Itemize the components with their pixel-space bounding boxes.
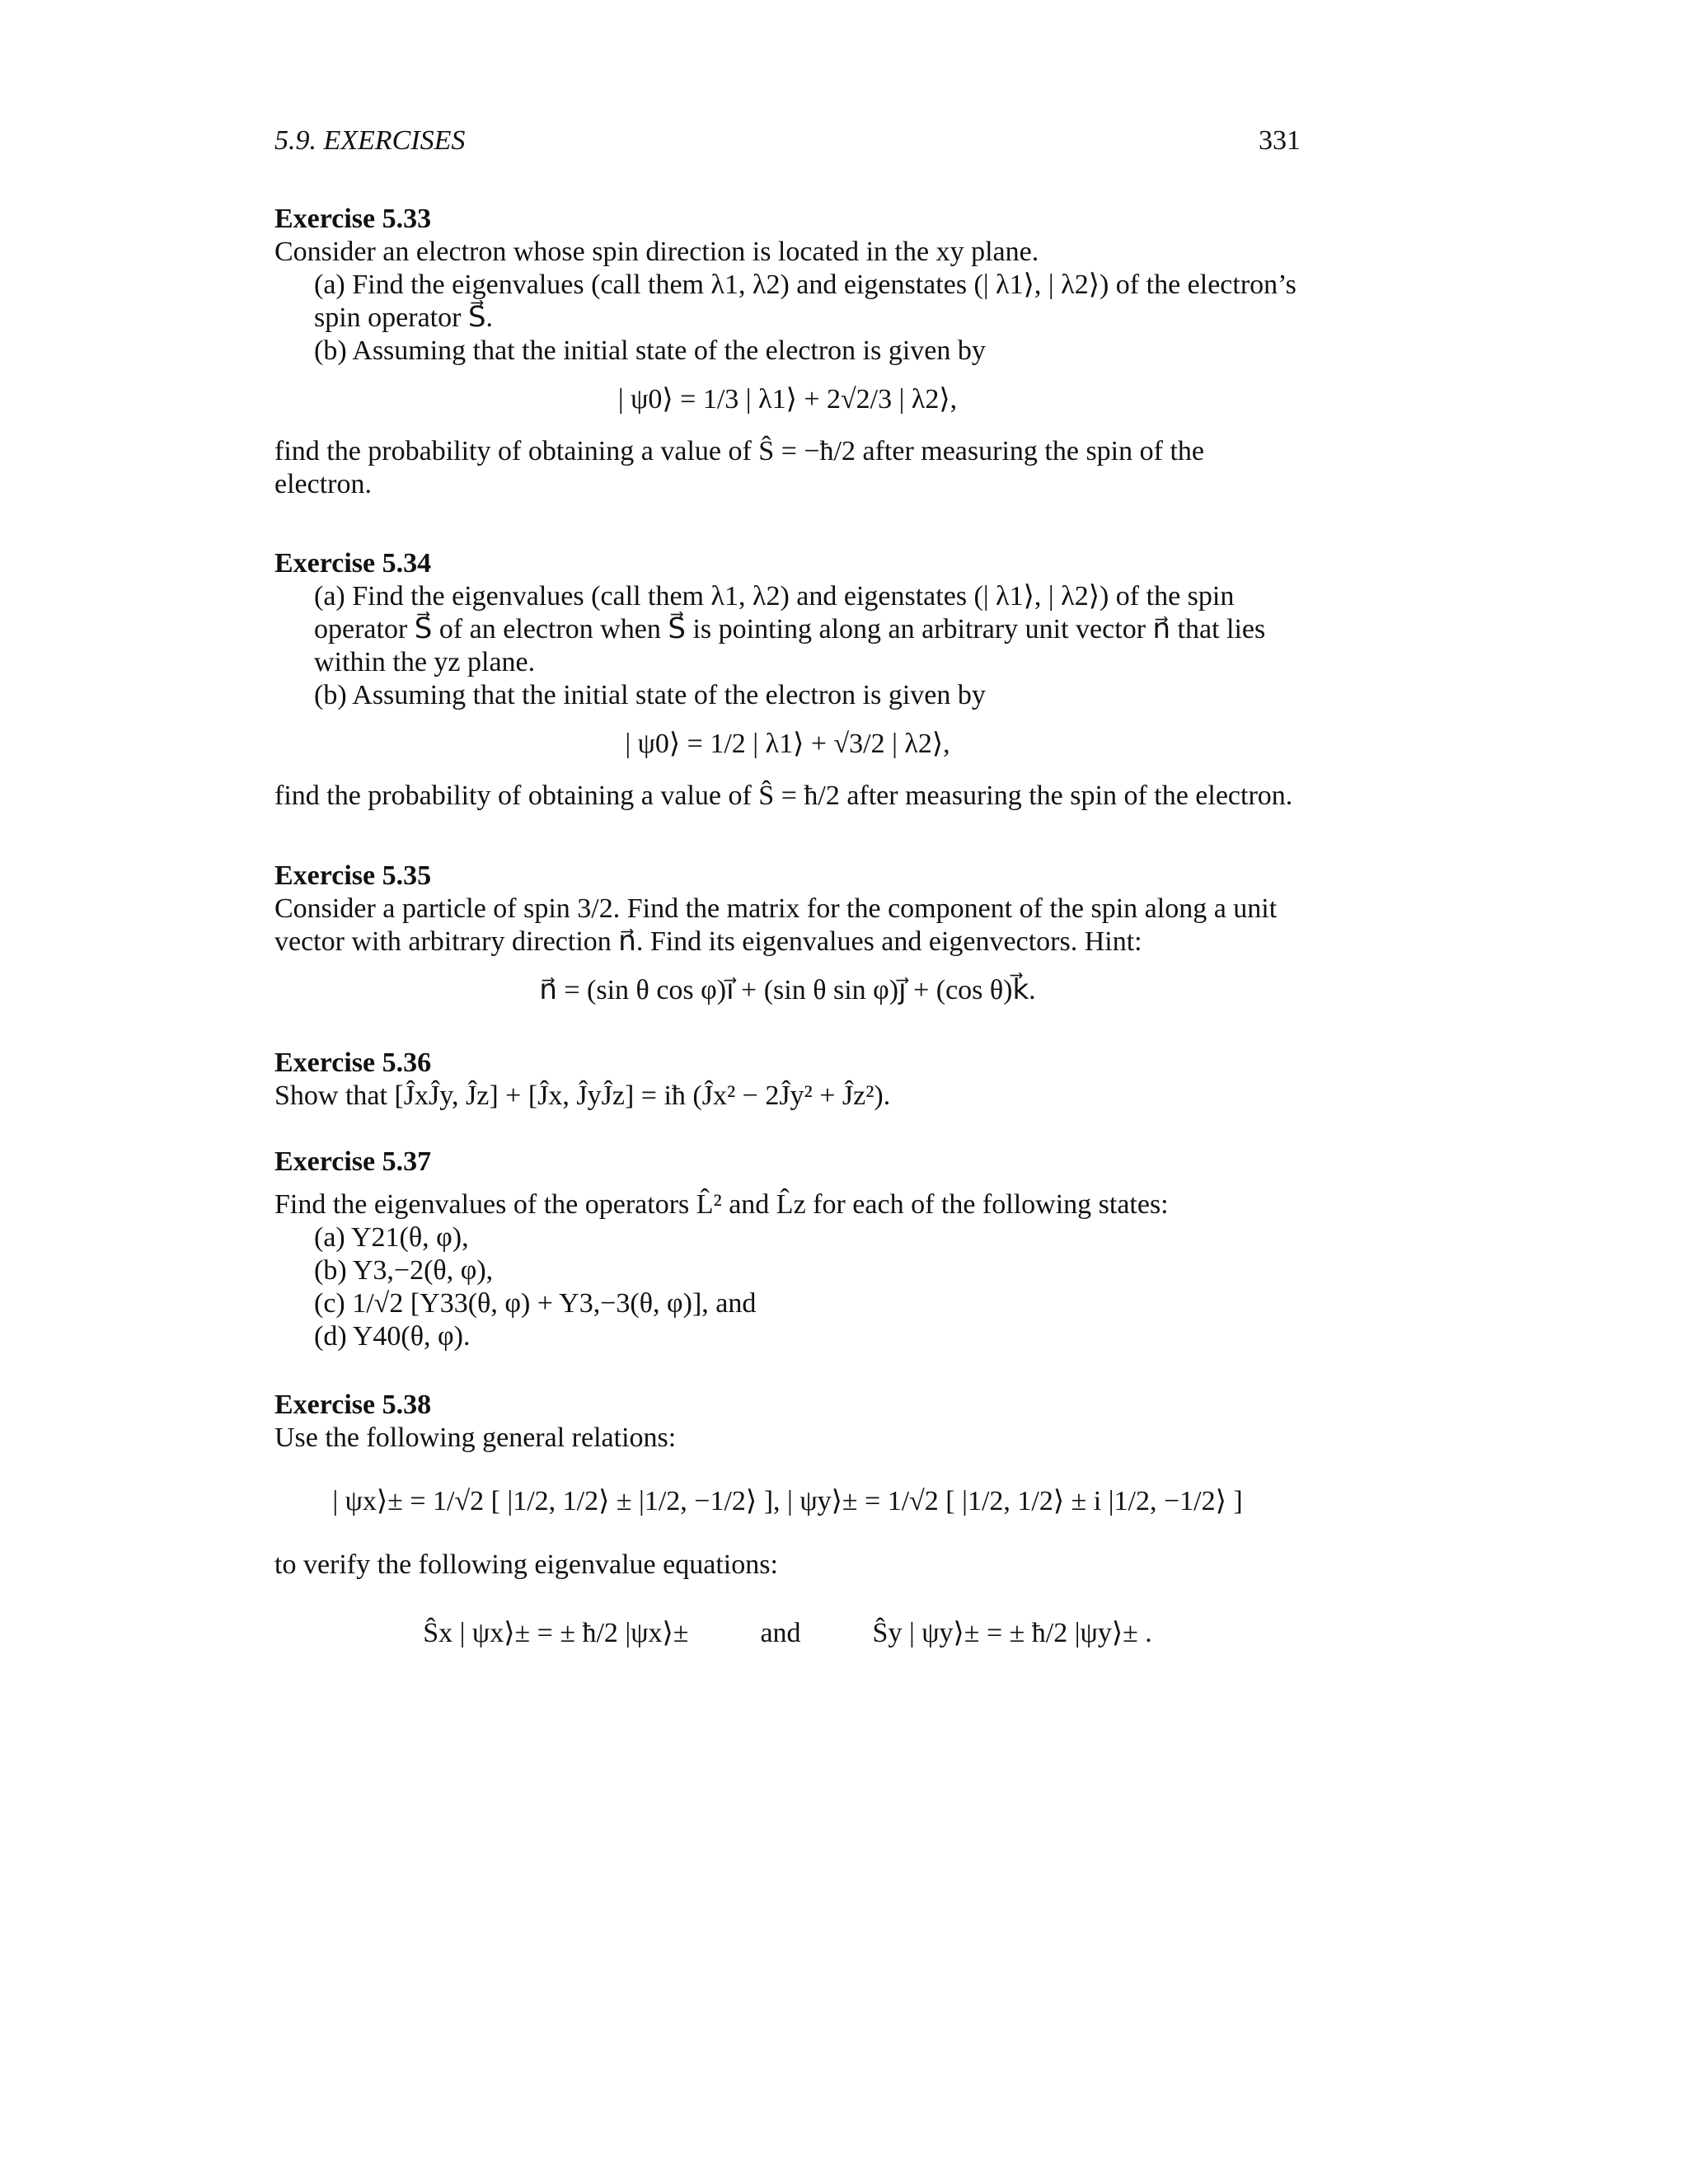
display-equation: | ψx⟩± = 1/√2 [ |1/2, 1/2⟩ ± |1/2, −1/2⟩ ], | ψy⟩± = 1/√2 [ |1/2, 1/2⟩ ± i |1/2, −1/2⟩ ] <box>332 1486 1243 1516</box>
page-number: 331 <box>1259 125 1301 156</box>
exercise-part-b: (b) Assuming that the initial state of the electron is given by <box>314 335 986 366</box>
exercise-5-36 <box>274 1047 1301 1113</box>
display-equation: n⃗ = (sin θ cos φ)i⃗ + (sin θ sin φ)j⃗ + (cos θ)k⃗. <box>539 975 1036 1005</box>
list-item: (d) Y40(θ, φ). <box>314 1321 471 1352</box>
and-text: and <box>760 1618 801 1648</box>
list-item: (b) Y3,−2(θ, φ), <box>314 1255 494 1286</box>
exercise-5-38 <box>274 1389 1301 1669</box>
eigen-equation-y: Ŝy | ψy⟩± = ± ħ/2 |ψy⟩± . <box>872 1618 1152 1648</box>
exercise-title: Exercise 5.38 <box>274 1390 432 1420</box>
exercise-part-b: (b) Assuming that the initial state of the electron is given by <box>314 680 986 710</box>
eigen-equation-x: Ŝx | ψx⟩± = ± ħ/2 |ψx⟩± <box>423 1618 689 1648</box>
display-equation: | ψ0⟩ = 1/2 | λ1⟩ + √3/2 | λ2⟩, <box>625 729 950 759</box>
exercise-title: Exercise 5.37 <box>274 1146 432 1177</box>
exercise-text: Use the following general relations: <box>274 1422 677 1453</box>
list-item: (a) Y21(θ, φ), <box>314 1222 469 1253</box>
exercise-closing: find the probability of obtaining a value of Ŝ = −ħ/2 after measuring the spin of the electron. <box>274 436 1204 499</box>
exercise-text: Find the eigenvalues of the operators L̂² and L̂z for each of the following states: <box>274 1189 1169 1220</box>
display-equation: | ψ0⟩ = 1/3 | λ1⟩ + 2√2/3 | λ2⟩, <box>617 384 958 415</box>
section-title: 5.9. EXERCISES <box>274 125 466 156</box>
exercise-middle: to verify the following eigenvalue equations: <box>274 1549 778 1580</box>
exercise-5-35 <box>274 860 1301 1026</box>
exercise-part-a: (a) Find the eigenvalues (call them λ1, λ2) and eigenstates (| λ1⟩, | λ2⟩) of the electron’s spin operator S⃗. <box>314 269 1296 333</box>
final-equations <box>274 1619 1301 1647</box>
exercise-title: Exercise 5.35 <box>274 860 432 891</box>
exercise-5-34 <box>274 547 1301 813</box>
exercise-5-37 <box>274 1146 1301 1353</box>
exercise-part-a: (a) Find the eigenvalues (call them λ1, λ2) and eigenstates (| λ1⟩, | λ2⟩) of the spin operator S⃗ of an electron when S⃗ is pointing along an arbitrary unit vector n⃗ that lies within the yz plane. <box>314 581 1266 677</box>
exercise-text: Show that [ĴxĴy, Ĵz] + [Ĵx, ĴyĴz] = iħ (Ĵx² − 2Ĵy² + Ĵz²). <box>274 1080 891 1111</box>
exercise-text: Consider a particle of spin 3/2. Find the matrix for the component of the spin along a unit vector with arbitrary direction n⃗. Find its eigenvalues and eigenvectors. Hint: <box>274 893 1278 957</box>
exercise-5-33 <box>274 203 1301 501</box>
exercise-intro: Consider an electron whose spin direction is located in the xy plane. <box>274 237 1039 267</box>
running-head <box>274 125 1301 162</box>
exercise-title: Exercise 5.33 <box>274 204 432 234</box>
exercise-title: Exercise 5.36 <box>274 1047 432 1078</box>
exercise-closing: find the probability of obtaining a value of Ŝ = ħ/2 after measuring the spin of the electron. <box>274 780 1293 811</box>
list-item: (c) 1/√2 [Y33(θ, φ) + Y3,−3(θ, φ)], and <box>314 1288 757 1319</box>
exercise-title: Exercise 5.34 <box>274 548 432 579</box>
